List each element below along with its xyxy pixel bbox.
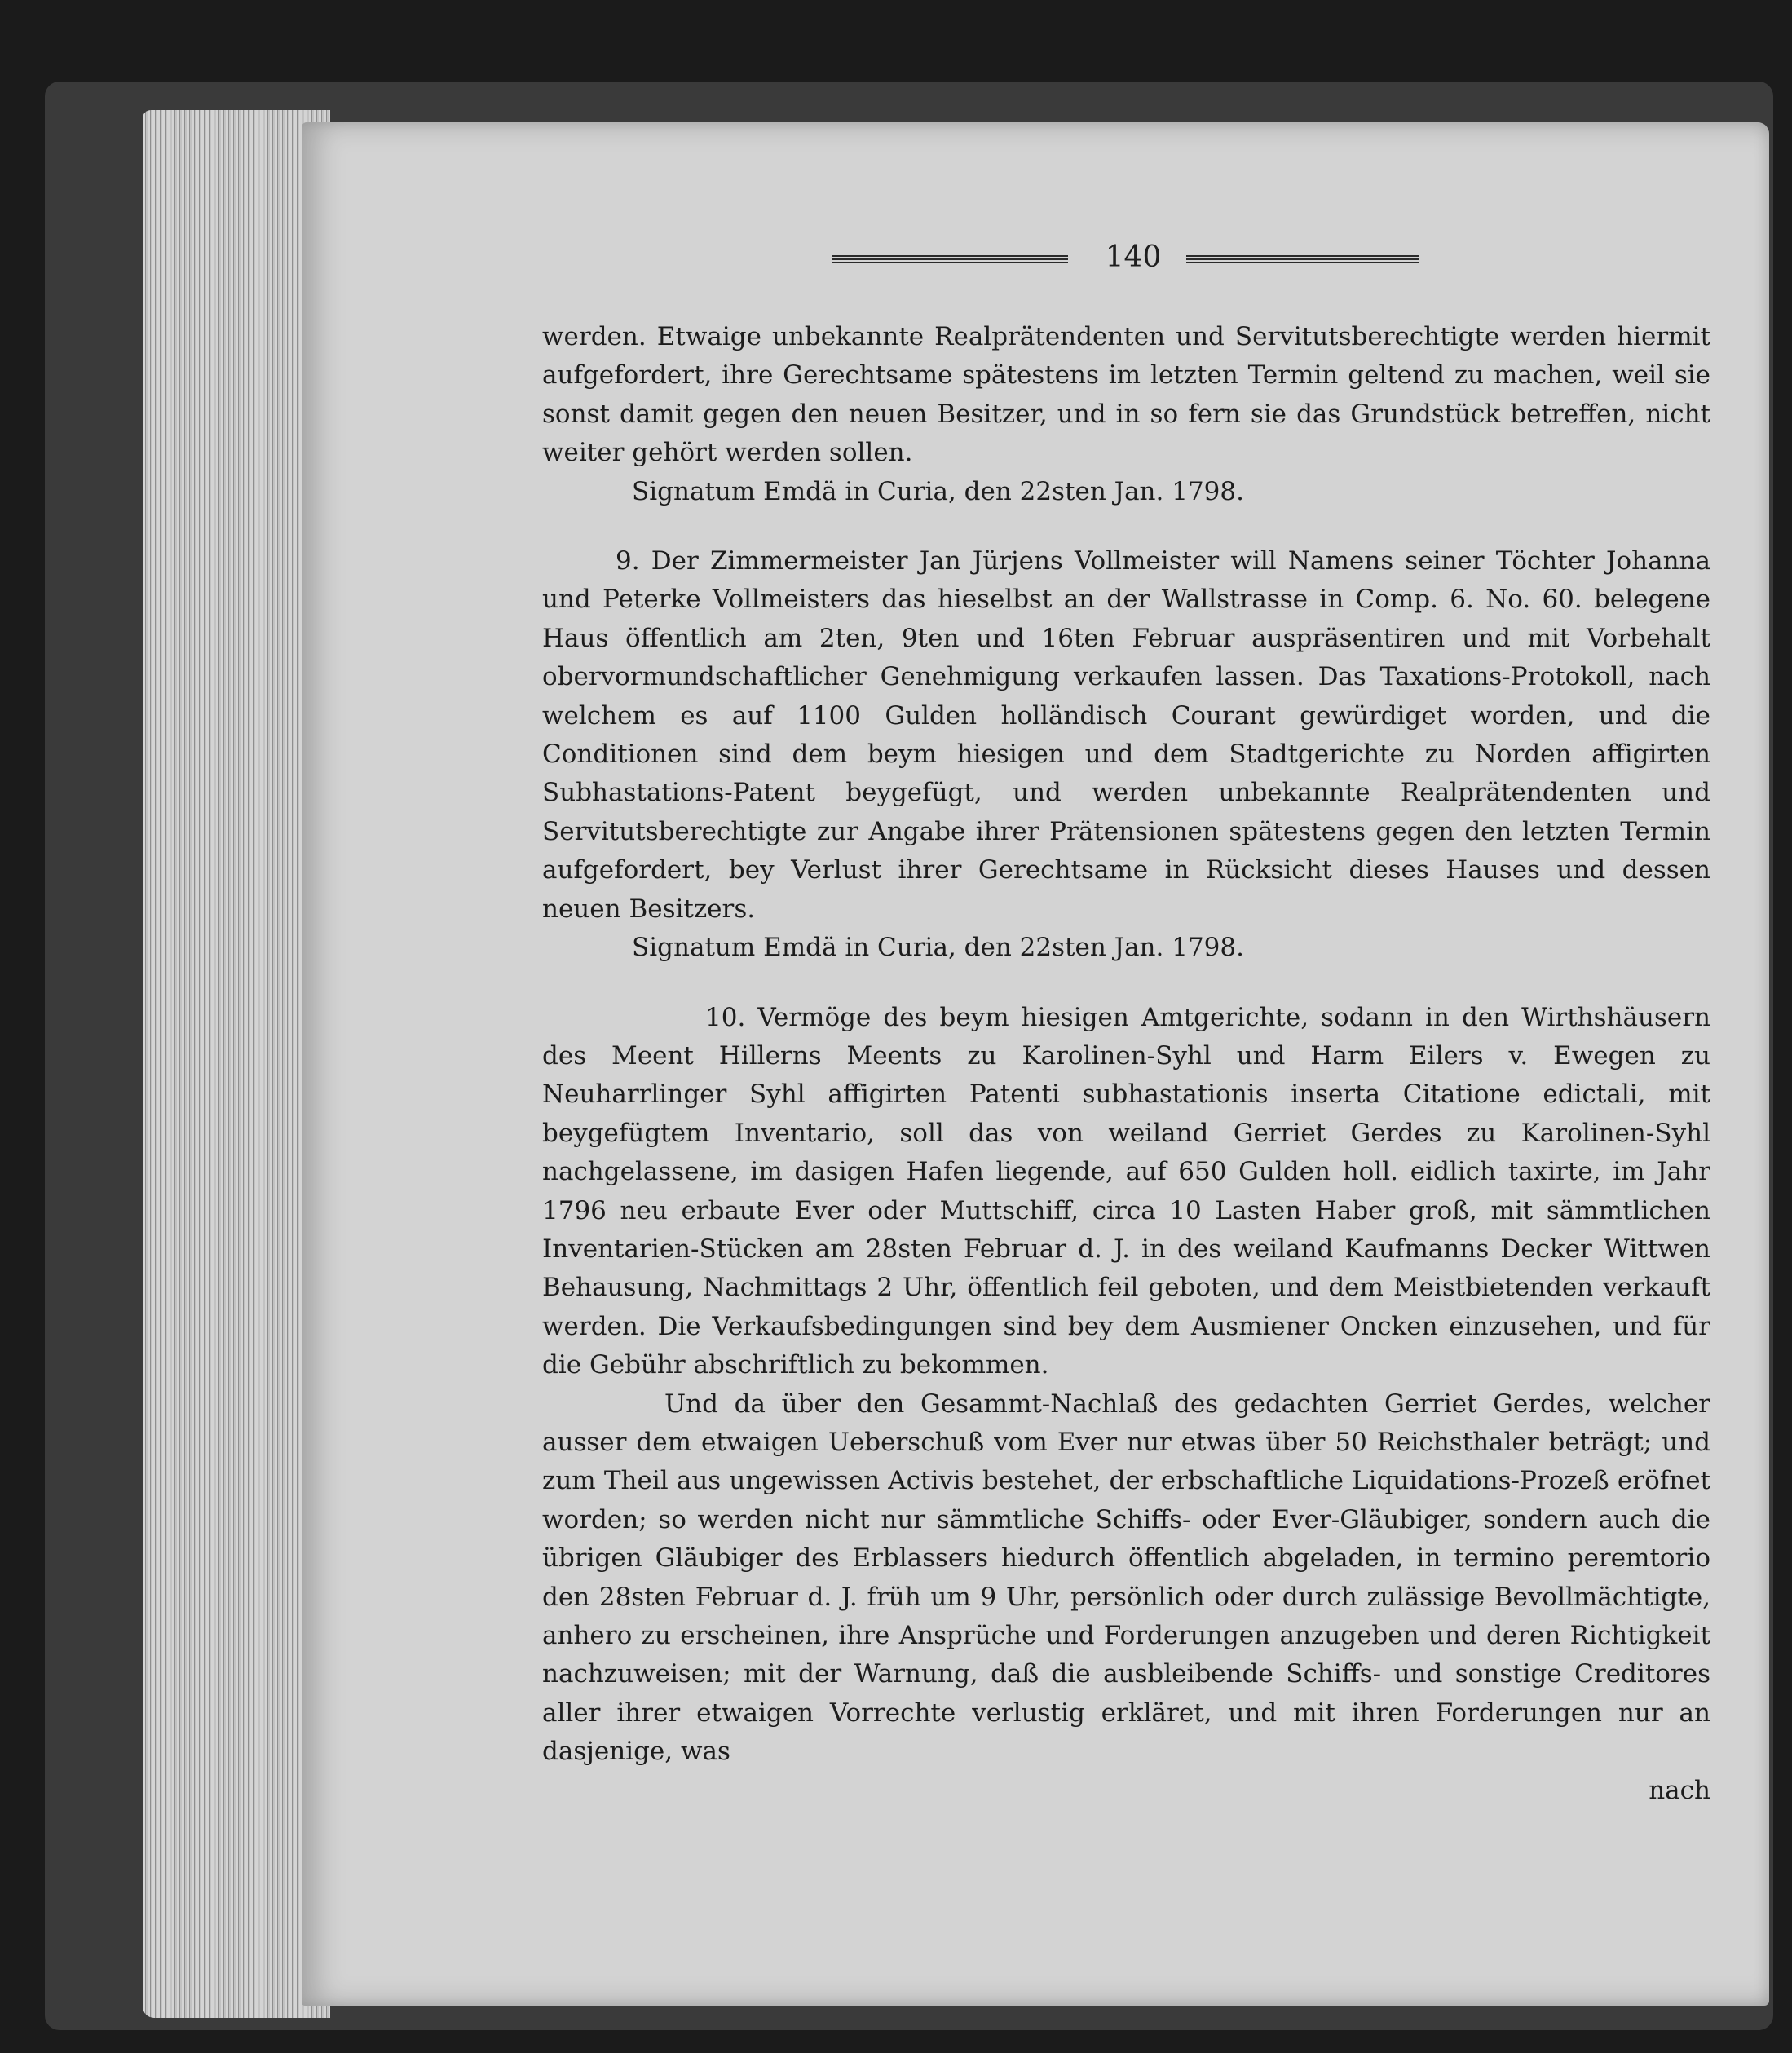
paragraph-gap (542, 511, 1710, 542)
signature-line: Signatum Emdä in Curia, den 22sten Jan. 1798. (632, 933, 1244, 963)
catchword: nach (1649, 1775, 1710, 1805)
header-rule-left (832, 255, 1068, 263)
signature-line: Signatum Emdä in Curia, den 22sten Jan. 1798. (632, 476, 1244, 506)
paragraph-notice-10: 10. Vermöge des beym hiesigen Amtgerichte, sodann in den Wirthshäusern des Meent Hillerns Meents zu Karolinen-Syhl und Harm Eilers v. Ewegen zu Neuharrlinger Syhl affigirten Patenti subhastationis inserta Citatione edictali, mit beygefügtem Inventario, soll das von weiland Gerriet Gerdes zu Karolinen-Syhl nachgelassene, im dasigen Hafen liegende, auf 650 Gulden holl. eidlich taxirte, im Jahr 1796 neu erbaute Ever oder Muttschiff, circa 10 Lasten Haber groß, mit sämmtlichen Inventarien-Stücken am 28sten Februar d. J. in des weiland Kaufmanns Decker Wittwen Behausung, Nachmittags 2 Uhr, öffentlich feil geboten, und dem Meistbietenden verkauft werden. Die Verkaufsbedingungen sind bey dem Ausmiener Oncken einzusehen, und für die Gebühr abschriftlich zu bekommen. (542, 1002, 1710, 1380)
paragraph-gap (542, 968, 1710, 999)
page-text (542, 318, 1710, 1810)
paragraph-liquidation: Und da über den Gesammt-Nachlaß des gedachten Gerriet Gerdes, welcher ausser dem etwaigen Ueberschuß vom Ever nur etwas über 50 Reichsthaler beträgt; und zum Theil aus ungewissen Activis bestehet, der erbschaftliche Liquidations-Prozeß eröfnet worden; so werden nicht nur sämmtliche Schiffs- oder Ever-Gläubiger, sondern auch die übrigen Gläubiger des Erblassers hiedurch öffentlich abgeladen, in termino peremtorio den 28sten Februar d. J. früh um 9 Uhr, persönlich oder durch zulässige Bevollmächtigte, anhero zu erscheinen, ihre Ansprüche und Forderungen anzugeben und deren Richtigkeit nachzuweisen; mit der Warnung, daß die ausbleibende Schiffs- und sonstige Creditores aller ihrer etwaigen Vorrechte verlustig erkläret, und mit ihren Forderungen nur an dasjenige, was (542, 1389, 1710, 1767)
page-number: 140 (1105, 241, 1162, 274)
paragraph-continuation: werden. Etwaige unbekannte Realprätendenten und Servitutsberechtigte werden hiermit aufgefordert, ihre Gerechtsame spätestens im letzten Termin geltend zu machen, weil sie sonst damit gegen den neuen Besitzer, und in so fern sie das Grundstück betreffen, nicht weiter gehört werden sollen. (542, 322, 1710, 468)
paragraph-notice-9: 9. Der Zimmermeister Jan Jürjens Vollmeister will Namens seiner Töchter Johanna und Peterke Vollmeisters das hieselbst an der Wallstrasse in Comp. 6. No. 60. belegene Haus öffentlich am 2ten, 9ten und 16ten Februar auspräsentiren und mit Vorbehalt obervormundschaftlicher Genehmigung verkaufen lassen. Das Taxations-Protokoll, nach welchem es auf 1100 Gulden holländisch Courant gewürdiget worden, und die Conditionen sind dem beym hiesigen und dem Stadtgerichte zu Norden affigirten Subhastations-Patent beygefügt, und werden unbekannte Realprätendenten und Servitutsberechtigte zur Angabe ihrer Prätensionen spätestens gegen den letzten Termin aufgefordert, bey Verlust ihrer Gerechtsame in Rücksicht dieses Hauses und dessen neuen Besitzers. (542, 546, 1710, 924)
header-rule-right (1186, 255, 1419, 263)
